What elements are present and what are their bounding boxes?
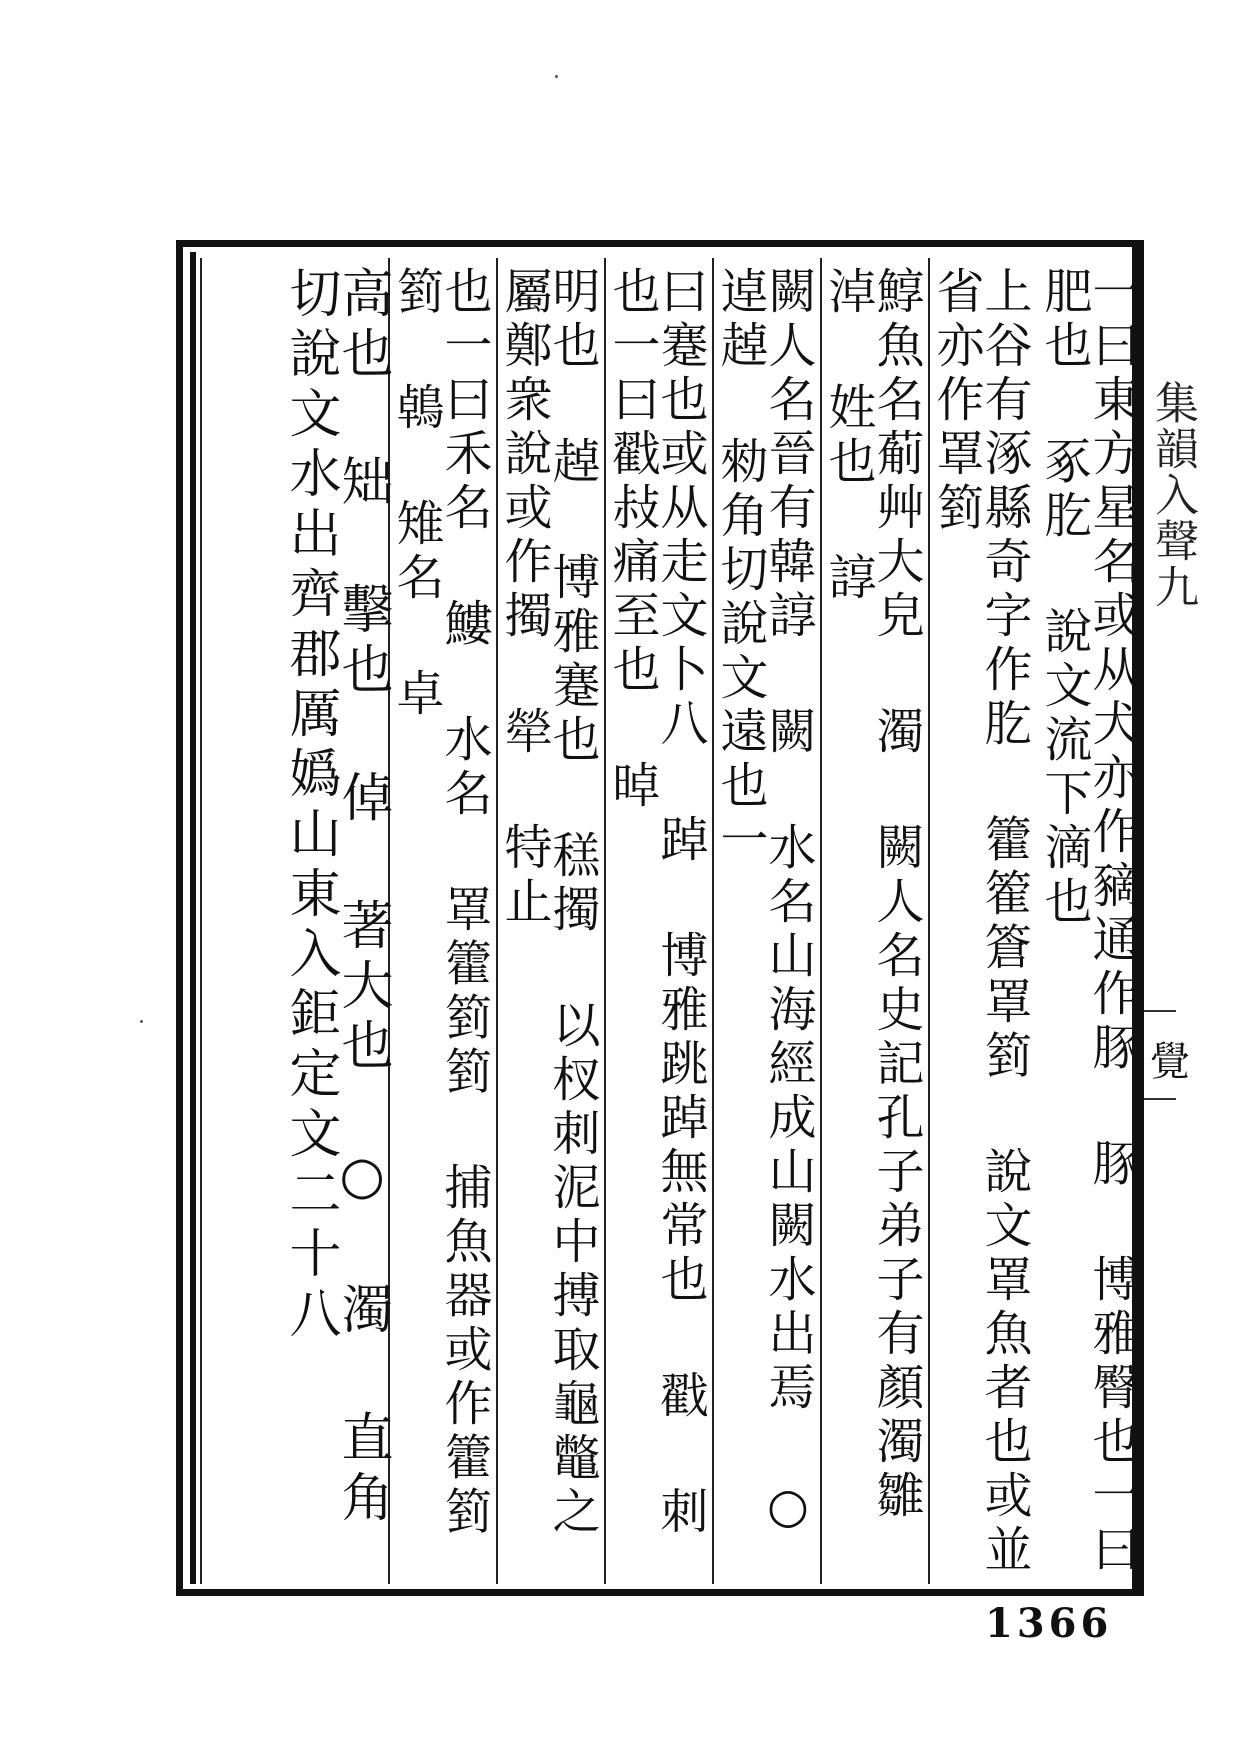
- text-column-3: [820, 258, 924, 1584]
- column-text: 一曰東方星名或从犬亦作豴通作豚 豚 博雅臀也一曰肥也 豖肐 說文流下滴也: [1036, 266, 1140, 1578]
- scan-speck: [555, 75, 558, 78]
- text-column-8: [200, 258, 392, 1584]
- fore-edge-label: [1144, 380, 1204, 1380]
- fore-edge-title: 集韻入聲九: [1147, 380, 1198, 610]
- text-column-4: [712, 258, 816, 1584]
- fore-edge-mark: [1144, 1098, 1176, 1100]
- column-text: 高也 䂐 擊也 倬 著大也 ○ 濁 直角切說文水出齊郡厲嬀山東入鉅定文二十八: [280, 266, 392, 1530]
- text-column-1: [1036, 258, 1140, 1584]
- column-text: 鯙魚名葪艸大皃 濁 闕人名史記孔子弟子有顏濁雛 淖 姓也 諄: [820, 266, 924, 1524]
- text-column-5: [604, 258, 708, 1584]
- scan-speck: [140, 1020, 143, 1023]
- text-column-7: [388, 258, 492, 1584]
- column-text: 明也 趠 博雅蹇也 䅵擉 以杈刺泥中搏取龜鼈之屬鄭衆說或作擉 犖 特止: [496, 266, 600, 1540]
- text-column-6: [496, 258, 600, 1584]
- column-text: 也一曰禾名 䱾 水名 罩籗箌箌 捕魚器或作籗箌箌 鵫 雉名 卓: [388, 266, 492, 1540]
- page-number: 1366: [985, 1600, 1113, 1647]
- column-text: 曰蹇也或从走文卜八 踔 博雅跳踔無常也 戳 刺也一曰戳敊痛至也 晫: [604, 266, 708, 1540]
- fore-edge-mark: [1144, 1010, 1176, 1012]
- column-text: 闕人名晉有韓諄 闕 水名山海經成山闕水出焉 ○逴趠 勑角切說文遠也一: [712, 266, 816, 1540]
- frame-inner-rule: [190, 252, 196, 1584]
- text-column-2: [928, 258, 1032, 1584]
- column-text: 上谷有涿縣奇字作肐 籗篧篬罩箌 說文罩魚者也或並省亦作罩箌: [928, 266, 1032, 1578]
- fore-edge-section: 覺: [1150, 1039, 1190, 1085]
